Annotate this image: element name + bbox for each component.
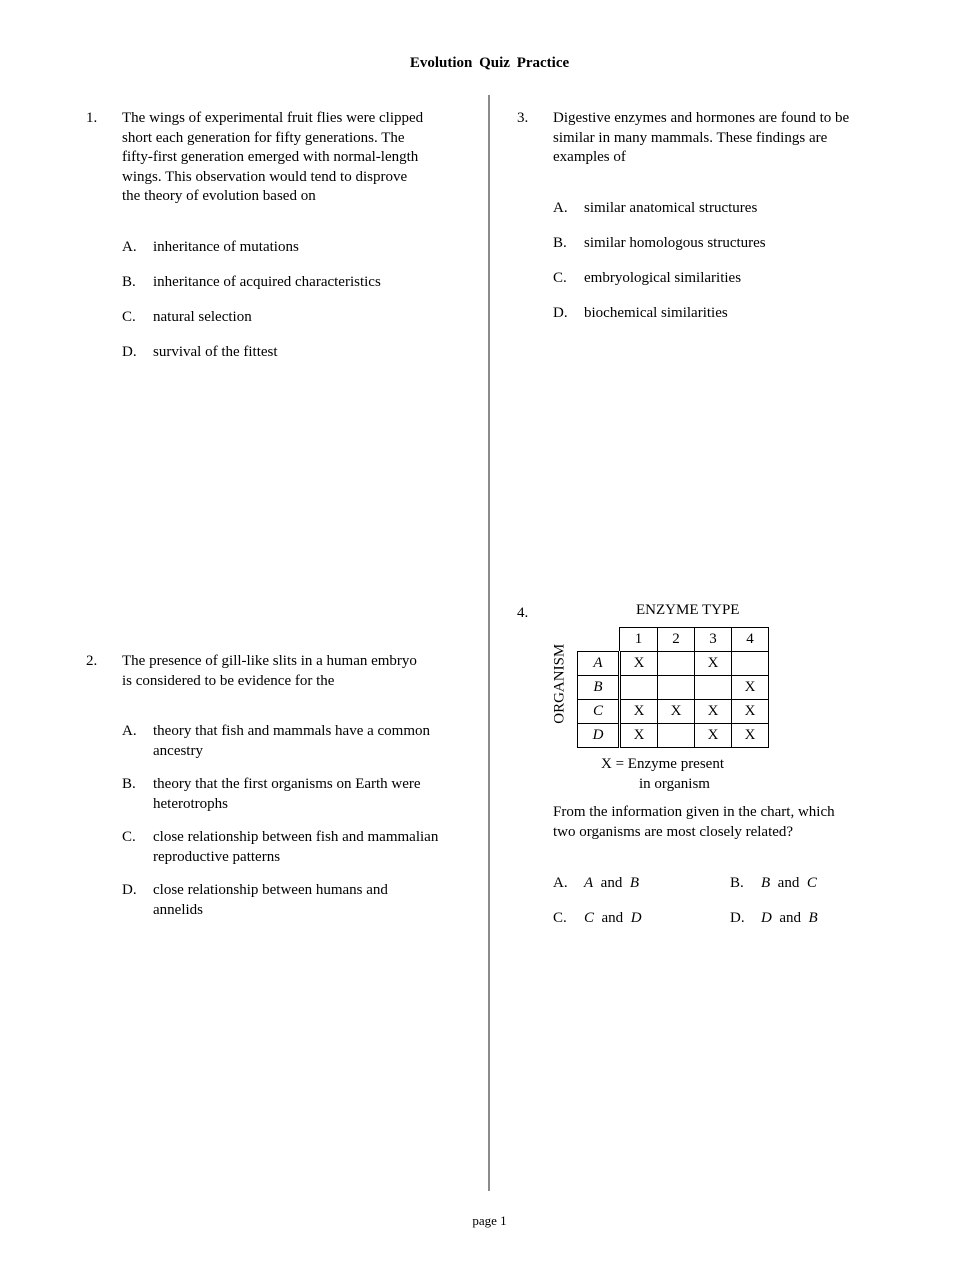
table-corner [578, 628, 620, 652]
stem-line: wings. This observation would tend to disprove [122, 168, 408, 185]
choice-conjunction: and [601, 910, 624, 926]
table-cell: X [620, 724, 658, 748]
stem-line: fifty-first generation emerged with normal-length [122, 149, 419, 165]
table-cell: X [620, 652, 658, 676]
choice-letter: B. [553, 234, 567, 251]
choice-text: inheritance of mutations [153, 238, 299, 255]
table-row [578, 700, 769, 724]
page-footer: page 1 [472, 1213, 507, 1228]
stem-line: From the information given in the chart, which [553, 804, 835, 820]
choice-text-line: theory that the first organisms on Earth were [153, 776, 421, 792]
choice-d[interactable] [553, 304, 889, 324]
choice-letter: A. [553, 199, 568, 216]
choice-letter: C. [122, 308, 136, 325]
question-stem [122, 652, 466, 691]
stem-line: is considered to be evidence for the [122, 672, 335, 689]
stem-line: examples of [553, 149, 626, 165]
choice-b[interactable] [122, 273, 462, 293]
table-cell: X [658, 700, 695, 724]
table-cell: X [695, 724, 732, 748]
stem-line: Digestive enzymes and hormones are found to be [553, 110, 850, 126]
table-row [578, 652, 769, 676]
organism-letter: B [629, 875, 640, 891]
column-divider [488, 95, 490, 1191]
stem-line: two organisms are most closely related? [553, 823, 794, 840]
column-header: 3 [695, 628, 732, 652]
choice-c[interactable] [553, 909, 642, 929]
choice-letter: B. [730, 875, 744, 891]
chart-legend [601, 755, 724, 794]
choice-text: natural selection [153, 308, 252, 325]
choice-letter: A. [122, 723, 137, 739]
choice-letter: A. [122, 238, 137, 255]
choice-conjunction: and [777, 875, 800, 891]
choice-letter: B. [122, 273, 136, 290]
stem-line: the theory of evolution based on [122, 188, 316, 204]
column-header: 1 [620, 628, 658, 652]
table-row [578, 724, 769, 748]
table-cell: X [732, 676, 769, 700]
question-stem [122, 109, 462, 207]
legend-line: X = Enzyme present [601, 756, 725, 772]
legend-line: in organism [639, 775, 710, 792]
choice-conjunction: and [600, 875, 623, 891]
choice-letter: C. [122, 829, 136, 845]
question-4-stem [553, 803, 883, 842]
choice-text: survival of the fittest [153, 343, 278, 360]
choice-letter: C. [553, 910, 567, 926]
column-header: 4 [732, 628, 769, 652]
choice-text-line: ancestry [153, 742, 203, 759]
choice-letter: A. [553, 875, 568, 891]
choice-text: similar homologous structures [584, 234, 766, 251]
column-header: 2 [658, 628, 695, 652]
choice-text: biochemical similarities [584, 304, 728, 321]
table-cell: X [695, 652, 732, 676]
choice-text-line: annelids [153, 901, 203, 918]
organism-letter: D [761, 910, 772, 926]
question-3 [517, 109, 889, 323]
stem-line: similar in many mammals. These findings are [553, 129, 828, 146]
organism-letter: B [761, 875, 771, 891]
choice-a[interactable] [553, 874, 639, 894]
page-title: Evolution Quiz Practice [409, 55, 570, 71]
question-number: 2. [86, 653, 98, 669]
choice-text: similar anatomical structures [584, 199, 758, 216]
question-1 [86, 109, 462, 362]
row-header: D [578, 724, 620, 748]
choice-c[interactable] [553, 269, 889, 289]
choice-d[interactable] [122, 881, 466, 920]
choice-c[interactable] [122, 828, 466, 867]
table-cell [658, 676, 695, 700]
choice-letter: D. [122, 343, 137, 360]
choice-d[interactable] [122, 343, 462, 363]
question-2 [86, 652, 466, 920]
row-header: A [578, 652, 620, 676]
choice-letter: C. [553, 269, 567, 286]
table-cell [658, 652, 695, 676]
organism-letter: C [806, 875, 817, 891]
table-header-row [578, 628, 769, 652]
question-stem [553, 109, 889, 168]
organism-letter: C [584, 910, 595, 926]
table-cell: X [732, 700, 769, 724]
choice-letter: D. [122, 882, 137, 898]
chart-title: ENZYME TYPE [636, 602, 740, 618]
choice-letter: B. [122, 776, 136, 792]
choice-text: embryological similarities [584, 269, 742, 286]
organism-letter: D [630, 910, 642, 926]
choice-text: inheritance of acquired characteristics [153, 273, 381, 290]
choice-text-line: theory that fish and mammals have a common [153, 723, 431, 739]
choice-text-line: reproductive patterns [153, 848, 281, 865]
enzyme-table [577, 627, 769, 748]
choice-c[interactable] [122, 308, 462, 328]
table-cell [695, 676, 732, 700]
table-cell: X [732, 724, 769, 748]
chart-row-axis-label: ORGANISM [551, 643, 568, 724]
choice-b[interactable] [730, 874, 817, 894]
choice-text-line: heterotrophs [153, 795, 228, 812]
stem-line: short each generation for fifty generations. The [122, 129, 405, 146]
choice-b[interactable] [553, 234, 889, 254]
question-number: 3. [517, 110, 529, 126]
choice-text-line: close relationship between fish and mammalian [153, 829, 439, 845]
choice-a[interactable] [553, 199, 889, 219]
stem-line: The presence of gill-like slits in a human embryo [122, 653, 417, 669]
choice-a[interactable] [122, 722, 466, 761]
organism-letter: A [584, 875, 594, 891]
choice-b[interactable] [122, 775, 466, 814]
choice-conjunction: and [779, 910, 802, 926]
choice-text-line: close relationship between humans and [153, 882, 388, 898]
row-header: C [578, 700, 620, 724]
table-cell [620, 676, 658, 700]
table-cell [732, 652, 769, 676]
question-number: 4. [517, 605, 529, 621]
stem-line: The wings of experimental fruit flies were clipped [122, 110, 424, 126]
table-cell: X [695, 700, 732, 724]
question-number: 1. [86, 110, 98, 126]
table-row [578, 676, 769, 700]
choice-letter: D. [730, 910, 745, 926]
row-header: B [578, 676, 620, 700]
choice-a[interactable] [122, 238, 462, 258]
choice-letter: D. [553, 304, 568, 321]
table-cell: X [620, 700, 658, 724]
organism-letter: B [808, 910, 818, 926]
table-cell [658, 724, 695, 748]
choice-d[interactable] [730, 909, 818, 929]
